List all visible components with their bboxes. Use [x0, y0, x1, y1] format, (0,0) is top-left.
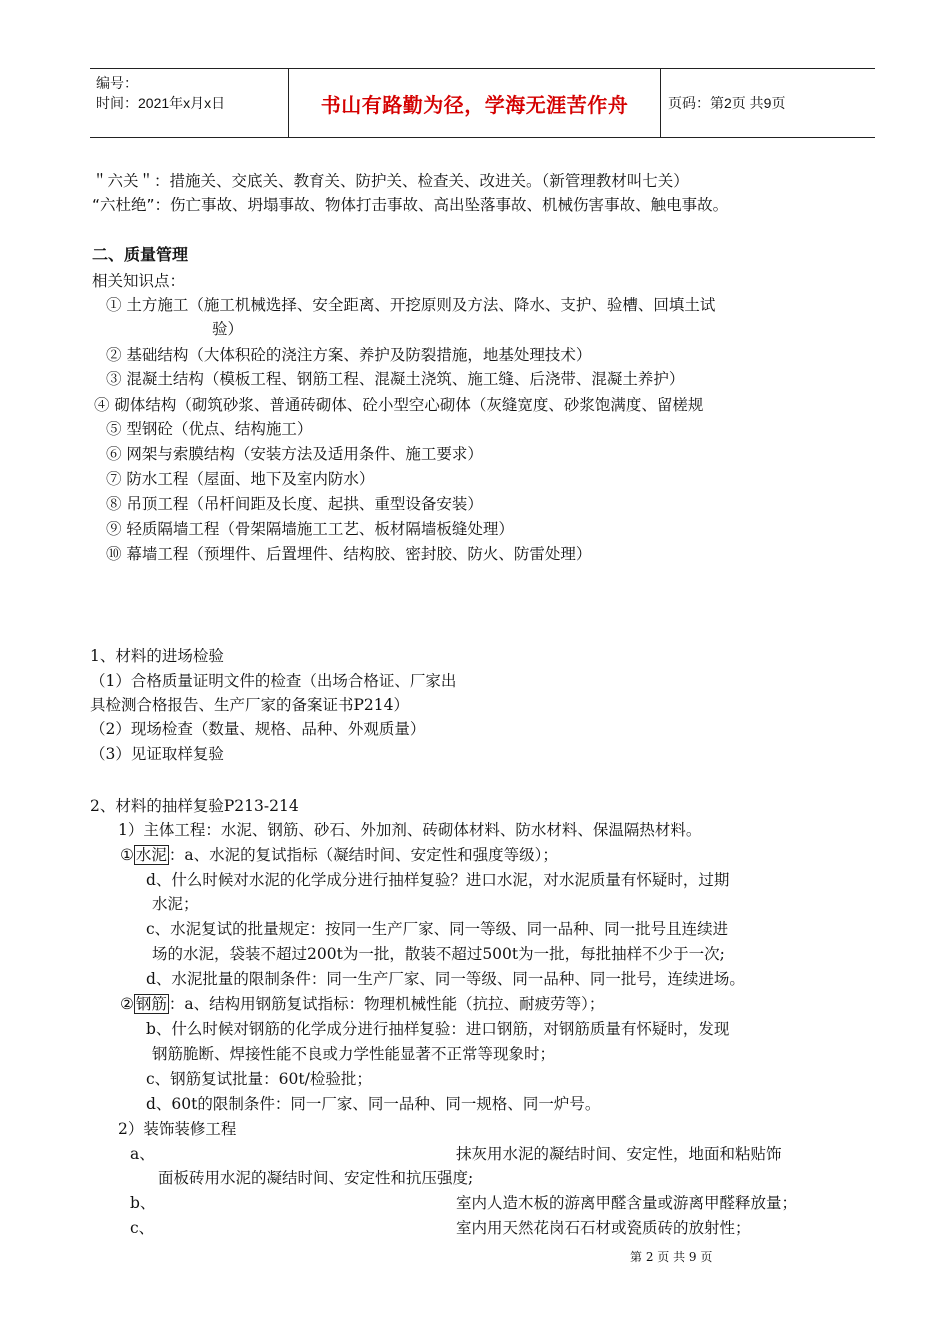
knowledge-item: ④ 砌体结构（砌筑砂浆、普通砖砌体、砼小型空心砌体（灰缝宽度、砂浆饱满度、留槎规: [94, 396, 704, 414]
deco-c-text: 室内用天然花岗石石材或瓷质砖的放射性；: [456, 1219, 751, 1237]
cement-term: 水泥: [135, 846, 167, 864]
header-motto: 书山有路勤为径，学海无涯苦作舟: [320, 92, 629, 117]
knowledge-item: ① 土方施工（施工机械选择、安全距离、开挖原则及方法、降水、支护、验槽、回填土试: [106, 296, 716, 314]
deco-b-label: b、: [130, 1194, 156, 1212]
knowledge-item: ⑧ 吊顶工程（吊杆间距及长度、起拱、重型设备安装）: [106, 495, 483, 513]
steel-item-cont: 钢筋脆断、焊接性能不良或力学性能显著不正常等现象时；: [152, 1045, 556, 1063]
cement-item: d、水泥批量的限制条件：同一生产厂家、同一等级、同一品种、同一批号，连续进场。: [146, 970, 745, 988]
steel-number: ②: [120, 995, 134, 1013]
serial-label: 编号：: [96, 75, 138, 91]
knowledge-item: ⑩ 幕墙工程（预埋件、后置埋件、结构胶、密封胶、防火、防雷处理）: [106, 545, 592, 563]
six-eliminations-line: “六杜绝”：伤亡事故、坍塌事故、物体打击事故、高出坠落事故、机械伤害事故、触电事故。: [92, 196, 729, 214]
material-heading: 2、材料的抽样复验P213-214: [90, 797, 299, 815]
knowledge-item: ⑦ 防水工程（屋面、地下及室内防水）: [106, 470, 375, 488]
six-gates-line: ＂六关＂：措施关、交底关、教育关、防护关、检查关、改进关。（新管理教材叫七关）: [92, 172, 689, 190]
knowledge-item: ② 基础结构（大体积砼的浇注方案、养护及防裂措施，地基处理技术）: [106, 346, 592, 364]
steel-item: d、60t的限制条件：同一厂家、同一品种、同一规格、同一炉号。: [146, 1095, 601, 1113]
cement-line: [120, 844, 558, 866]
deco-a-label: a、: [130, 1145, 155, 1163]
header-page-info: 页码：第2页 共9页: [668, 95, 786, 111]
steel-term: 钢筋: [135, 995, 167, 1013]
page-footer: 第 2 页 共 9 页: [630, 1250, 713, 1264]
cement-item: c、水泥复试的批量规定：按同一生产厂家、同一等级、同一品种、同一批号且连续进: [146, 920, 729, 938]
cement-number: ①: [120, 846, 134, 864]
deco-a-text-cont: 面板砖用水泥的凝结时间、安定性和抗压强度;: [158, 1169, 474, 1187]
material-item: （1）合格质量证明文件的检查（出场合格证、厂家出: [90, 672, 457, 690]
material-heading: 1、材料的进场检验: [90, 647, 224, 665]
knowledge-item: ⑥ 网架与索膜结构（安装方法及适用条件、施工要求）: [106, 445, 483, 463]
decoration-heading: 2）装饰装修工程: [118, 1120, 237, 1138]
steel-a-text: ：a、结构用钢筋复试指标：物理机械性能（抗拉、耐疲劳等）；: [168, 995, 605, 1013]
main-works-line: 1）主体工程：水泥、钢筋、砂石、外加剂、砖砌体材料、防水材料、保温隔热材料。: [118, 821, 702, 839]
knowledge-item: ③ 混凝土结构（模板工程、钢筋工程、混凝土浇筑、施工缝、后浇带、混凝土养护）: [106, 370, 685, 388]
deco-c-label: c、: [130, 1219, 155, 1237]
steel-line: [120, 993, 604, 1015]
steel-item: c、钢筋复试批量：60t/检验批；: [146, 1070, 372, 1088]
material-item: （3）见证取样复验: [90, 745, 224, 763]
knowledge-item-cont: 验）: [212, 320, 244, 338]
cement-item-cont: 场的水泥，袋装不超过200t为一批，散装不超过500t为一批，每批抽样不少于一次;: [152, 945, 725, 963]
knowledge-item: ⑨ 轻质隔墙工程（骨架隔墙施工工艺、板材隔墙板缝处理）: [106, 520, 514, 538]
knowledge-label: 相关知识点：: [92, 272, 186, 290]
cement-item: d、什么时候对水泥的化学成分进行抽样复验？进口水泥，对水泥质量有怀疑时，过期: [146, 871, 730, 889]
section-title: 二、质量管理: [92, 245, 189, 264]
cement-a-text: ：a、水泥的复试指标（凝结时间、安定性和强度等级）；: [168, 846, 558, 864]
knowledge-item: ⑤ 型钢砼（优点、结构施工）: [106, 420, 313, 438]
time-label: 时间：2021年x月x日: [96, 95, 226, 111]
page-header: [90, 68, 875, 138]
deco-b-text: 室内人造木板的游离甲醛含量或游离甲醛释放量；: [456, 1194, 798, 1212]
deco-a-text: 抹灰用水泥的凝结时间、安定性，地面和粘贴饰: [456, 1145, 782, 1163]
header-divider: [660, 69, 661, 137]
header-meta: [96, 73, 288, 113]
material-item: （2）现场检查（数量、规格、品种、外观质量）: [90, 720, 426, 738]
material-item-cont: 具检测合格报告、生产厂家的备案证书P214）: [90, 696, 410, 714]
steel-item: b、什么时候对钢筋的化学成分进行抽样复验：进口钢筋，对钢筋质量有怀疑时，发现: [146, 1020, 730, 1038]
cement-item-cont: 水泥；: [152, 895, 199, 913]
